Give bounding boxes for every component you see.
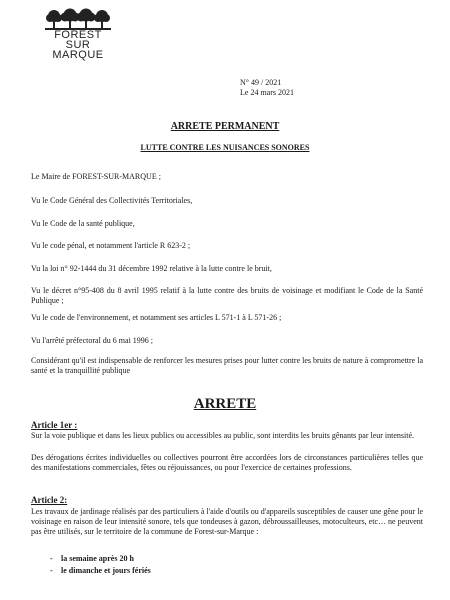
preamble-decret: Vu le décret n°95-408 du 8 avril 1995 relatif à la lutte contre des bruits de voisinage et modifiant le Code de la Santé Publique ; — [31, 286, 423, 305]
article-2-text: Les travaux de jardinage réalisés par des particuliers à l'aide d'outils ou d'appareils susceptibles de causer une gêne pour le voisinage en raison de leur intensité sonore, tels que tondeuses à gazon, débroussailleuses, motoculteurs, etc… ne peuvent pas être utilisés, sur le territoire de la commune de Forest-sur-Marque : — [31, 507, 423, 536]
article-1-text-1: Sur la voie publique et dans les lieux publics ou accessibles au public, sont interdits les bruits gênants par leur intensité. — [31, 431, 415, 440]
preamble-considerant: Considérant qu'il est indispensable de renforcer les mesures prises pour lutter contre les bruits de nature à compromettre la santé et la tranquillité publique — [31, 356, 423, 375]
logo-text-sur: SUR — [65, 39, 91, 51]
forest-sur-marque-logo — [38, 8, 118, 60]
list-item: - la semaine après 20 h — [50, 553, 151, 565]
preamble-cgct: Vu le Code Général des Collectivités Territoriales, — [31, 196, 193, 205]
arrete-heading: ARRETE — [193, 396, 257, 412]
article-1-text-2: Des dérogations écrites individuelles ou collectives pourront être accordées lors de circonstances particulières telles que des manifestations commerciales, fêtes ou réjouissances, ou pour l'exercice de certaines professions. — [31, 453, 423, 472]
document-title: ARRETE PERMANENT — [170, 121, 280, 132]
list-item: - le dimanche et jours fériés — [50, 565, 151, 577]
logo-text-marque: MARQUE — [52, 49, 104, 61]
preamble-penal: Vu le code pénal, et notamment l'article R 623-2 ; — [31, 241, 191, 250]
article-2-heading: Article 2: — [31, 495, 68, 505]
article-2-list — [50, 553, 151, 577]
preamble-loi: Vu la loi n° 92-1444 du 31 décembre 1992 relative à la lutte contre le bruit, — [31, 264, 272, 273]
logo-text-forest: FOREST — [54, 29, 102, 41]
article-1-heading: Article 1er : — [31, 420, 78, 430]
reference-number: N° 49 / 2021 — [240, 78, 282, 87]
preamble-sante: Vu le Code de la santé publique, — [31, 219, 135, 228]
preamble-arrete-prefectoral: Vu l'arrêté préfectoral du 6 mai 1996 ; — [31, 336, 154, 345]
preamble-mayor: Le Maire de FOREST-SUR-MARQUE ; — [31, 172, 161, 181]
trees-icon — [45, 8, 111, 30]
preamble-environnement: Vu le code de l'environnement, et notamment ses articles L 571-1 à L 571-26 ; — [31, 313, 282, 322]
document-subtitle: LUTTE CONTRE LES NUISANCES SONORES — [140, 143, 310, 152]
reference-block — [240, 78, 294, 98]
reference-date: Le 24 mars 2021 — [240, 88, 294, 97]
